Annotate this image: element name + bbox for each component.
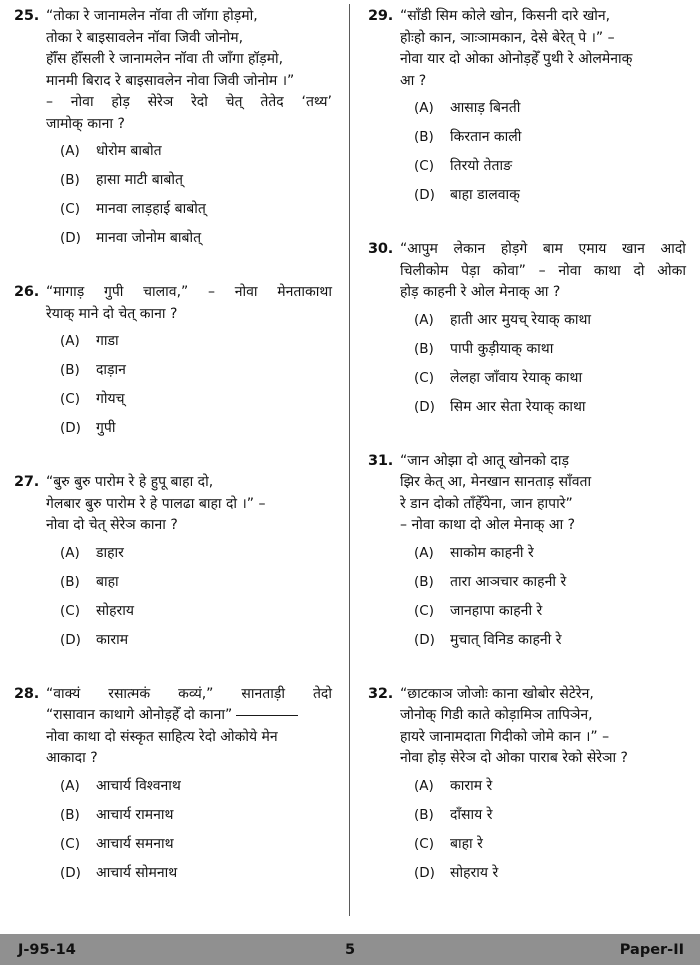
option-letter: (D)	[414, 187, 435, 203]
option-b[interactable]	[46, 170, 332, 191]
option-d[interactable]	[400, 185, 686, 206]
question-body	[400, 239, 686, 426]
option-text: हाती आर मुयच् रेयाक् काथा	[450, 311, 592, 328]
question-stem-line: नोवा यार दो ओका ओनोड़हेँ पुथी रे ओलमेनाक्	[400, 51, 633, 67]
question-stem-line: गेलबार बुरु पारोम रे हे पालढा बाहा दो ।” –	[46, 495, 266, 512]
question-body	[46, 6, 332, 257]
option-letter: (A)	[414, 100, 434, 116]
stem-word: गुपी	[103, 284, 124, 300]
stem-word: बाम	[542, 241, 563, 257]
option-text: आचार्य समनाथ	[96, 835, 174, 852]
option-letter: (B)	[414, 806, 434, 823]
option-letter: (D)	[414, 398, 435, 415]
question-stem-line: जोनोक् गिडी काते कोड़ामिञ तापिञेन,	[400, 707, 593, 723]
stem-word: सानताड़ी	[241, 685, 285, 702]
stem-word: चालाव,”	[143, 284, 189, 300]
option-letter: (B)	[60, 806, 80, 823]
question-stem-line: मानमी बिराद रे बाइसावलेन नोवा जिवी जोनोम ।”	[46, 72, 295, 89]
stem-word: काथा	[593, 262, 621, 279]
option-letter: (C)	[414, 369, 434, 386]
question-number: 30.	[368, 241, 394, 257]
option-letter: (D)	[414, 864, 435, 881]
option-b[interactable]	[46, 805, 332, 826]
option-a[interactable]	[46, 543, 332, 564]
question-stem-line: रे डान दोको ताँहेँयेना, जान हापारे”	[400, 495, 573, 512]
option-text: आचार्य रामनाथ	[96, 806, 174, 823]
question-stem-line: होड़ काहनी रे ओल मेनाक् आ ?	[400, 284, 561, 300]
question-body	[400, 6, 686, 214]
option-c[interactable]	[46, 199, 332, 220]
spacer	[368, 231, 686, 239]
question-number: 25.	[14, 8, 40, 24]
stem-word: –	[538, 262, 546, 279]
question-body	[46, 282, 332, 447]
option-a[interactable]	[46, 141, 332, 162]
option-letter: (C)	[414, 158, 434, 174]
stem-word: –	[46, 94, 53, 110]
option-letter: (D)	[414, 631, 435, 648]
spacer	[14, 676, 332, 684]
question-block	[14, 472, 332, 659]
option-text: आचार्य विश्वनाथ	[96, 777, 181, 794]
stem-word: कव्यं,”	[178, 685, 214, 702]
options-list	[400, 310, 686, 418]
question-stem-line: आ ?	[400, 72, 427, 89]
option-c[interactable]	[46, 389, 332, 410]
stem-word: सेरेञ	[147, 94, 174, 110]
stem-word: चेत्	[225, 94, 243, 110]
options-list	[400, 776, 686, 884]
question-number: 32.	[368, 685, 394, 702]
option-letter: (A)	[414, 777, 434, 794]
question-stem-line: झिर केत् आ, मेनखान सानताड़ सॉंवता	[400, 474, 592, 490]
spacer	[368, 676, 686, 684]
option-b[interactable]	[400, 127, 686, 148]
option-c[interactable]	[400, 601, 686, 622]
spacer	[14, 274, 332, 282]
option-a[interactable]	[46, 331, 332, 352]
stem-word: होड़गे	[500, 241, 528, 257]
question-stem-line: “तोका रे जानामलेन नॉवा ती जॉगा होड़मो,	[46, 8, 258, 24]
stem-word: “मागाड़	[46, 284, 85, 300]
option-b[interactable]	[46, 360, 332, 381]
question-body	[46, 472, 332, 659]
stem-word: “वाक्यं	[46, 685, 81, 702]
question-stem-line	[46, 92, 332, 114]
option-a[interactable]	[400, 776, 686, 797]
option-letter: (B)	[414, 129, 434, 145]
option-text: गुपी	[96, 420, 116, 436]
question-number: 31.	[368, 452, 394, 469]
option-text: दाँसाय रे	[450, 806, 493, 823]
option-letter: (C)	[414, 602, 434, 619]
question-number: 27.	[14, 474, 40, 490]
page-footer	[0, 934, 700, 965]
question-stem-line	[46, 282, 332, 304]
question-stem-line: आकादा ?	[46, 750, 98, 766]
question-number: 28.	[14, 685, 40, 702]
option-letter: (A)	[60, 143, 80, 159]
options-list	[400, 98, 686, 206]
question-block	[368, 6, 686, 214]
option-a[interactable]	[46, 776, 332, 797]
question-stem-line: नोवा होड़ सेरेञ दो ओका पाराब रेको सेरेञा ?	[400, 750, 628, 766]
option-a[interactable]	[400, 98, 686, 119]
question-block	[368, 239, 686, 426]
question-body	[46, 684, 332, 892]
paper-code: J-95-14	[18, 941, 76, 958]
option-d[interactable]	[400, 397, 686, 418]
option-d[interactable]	[400, 630, 686, 651]
stem-word: ओका	[657, 262, 686, 279]
option-letter: (D)	[60, 631, 81, 648]
option-text: काराम	[96, 631, 129, 648]
option-text: गोयच्	[96, 391, 125, 407]
option-b[interactable]	[400, 805, 686, 826]
option-letter: (C)	[60, 201, 80, 217]
option-text: साकोम काहनी रे	[450, 544, 534, 561]
question-number: 26.	[14, 284, 40, 300]
option-c[interactable]	[400, 368, 686, 389]
option-d[interactable]	[46, 228, 332, 249]
option-text: जानहापा काहनी रे	[450, 602, 543, 619]
option-text: बाहा	[96, 573, 119, 590]
option-text: मानवा लाड़हाई बाबोत्	[96, 201, 206, 217]
option-text: लेलहा जॉंवाय रेयाक् काथा	[450, 369, 583, 386]
options-list	[46, 331, 332, 439]
question-body	[400, 684, 686, 892]
option-text: मानवा जोनोम बाबोत्	[96, 230, 202, 246]
question-columns	[0, 6, 700, 924]
stem-word: दो	[633, 262, 645, 279]
question-stem-line: तोका रे बाइसावलेन नॉवा जिवी जोनोम,	[46, 29, 244, 46]
option-b[interactable]	[46, 572, 332, 593]
option-letter: (B)	[414, 573, 434, 590]
page-number: 5	[344, 941, 356, 958]
stem-word: तेदो	[312, 685, 332, 702]
question-stem-line-with-blank	[46, 705, 332, 727]
option-letter: (A)	[414, 311, 434, 328]
option-text: गाडा	[96, 333, 119, 349]
stem-word: रसात्मकं	[108, 685, 151, 702]
option-letter: (C)	[414, 835, 434, 852]
option-letter: (C)	[60, 835, 80, 852]
option-letter: (D)	[60, 420, 81, 436]
option-d[interactable]	[400, 863, 686, 884]
option-letter: (B)	[60, 573, 80, 590]
option-letter: (D)	[60, 864, 81, 881]
question-stem-line: “छाटकाञ जोजोः काना खोबोर सेटेरेन,	[400, 685, 594, 702]
stem-word: नोवा	[558, 262, 582, 279]
stem-word: होड़	[111, 94, 130, 110]
stem-word: एमाय	[578, 241, 607, 257]
option-c[interactable]	[400, 156, 686, 177]
options-list	[46, 776, 332, 884]
stem-word: चिलीकोम	[400, 262, 449, 279]
question-stem-line: “बुरु बुरु पारोम रे हे हुपू बाहा दो,	[46, 474, 214, 490]
stem-word: तेतेद	[260, 94, 284, 110]
stem-word: कोवा”	[492, 262, 526, 279]
stem-word: आदो	[660, 241, 686, 257]
question-block	[14, 282, 332, 447]
options-list	[46, 141, 332, 249]
option-d[interactable]	[46, 418, 332, 439]
stem-word: रेदो	[191, 94, 208, 110]
stem-word: पेड़ा	[461, 262, 481, 279]
question-stem-line: नोवा दो चेत् सेरेञ काना ?	[46, 517, 178, 533]
question-stem-line	[46, 684, 332, 706]
question-stem-line	[400, 239, 686, 261]
option-text: सोहराय	[96, 602, 134, 619]
question-body	[400, 451, 686, 659]
stem-word: “आपुम	[400, 241, 438, 257]
question-stem-line: “साँडी सिम कोले खोन, किसनी दारे खोन,	[400, 8, 611, 24]
option-letter: (A)	[60, 544, 80, 561]
option-c[interactable]	[400, 834, 686, 855]
option-c[interactable]	[46, 601, 332, 622]
option-b[interactable]	[400, 339, 686, 360]
option-letter: (C)	[60, 602, 80, 619]
option-letter: (C)	[60, 391, 80, 407]
option-text: आसाड़ बिनती	[450, 100, 521, 116]
spacer	[14, 464, 332, 472]
option-b[interactable]	[400, 572, 686, 593]
question-number: 29.	[368, 8, 394, 24]
option-text: सिम आर सेता रेयाक् काथा	[450, 398, 586, 415]
option-text: डाहार	[96, 544, 124, 561]
option-text: धोरोम बाबोत	[96, 143, 162, 159]
option-text: बाहा डालवाक्	[450, 187, 520, 203]
option-text: दाड़ान	[96, 362, 126, 378]
option-letter: (B)	[60, 362, 80, 378]
option-letter: (B)	[414, 340, 434, 357]
question-stem-line: – नोवा काथा दो ओल मेनाक् आ ?	[400, 517, 576, 533]
question-stem-line: रेयाक् माने दो चेत् काना ?	[46, 305, 178, 322]
stem-word: ‘तथ्य’	[301, 94, 332, 110]
option-text: तिरयो तेताङ	[450, 158, 513, 174]
option-text: काराम रे	[450, 777, 493, 794]
question-stem-line: हायरे जानामदाता गिदीको जोमे कान ।” –	[400, 728, 610, 745]
option-text: पापी कुड़ीयाक् काथा	[450, 340, 554, 357]
question-block	[14, 6, 332, 257]
option-text: आचार्य सोमनाथ	[96, 864, 178, 881]
option-letter: (B)	[60, 172, 80, 188]
question-stem-line: हॉँस हॉँसली रे जानामलेन नॉवा ती जॉंगा हॉड़मो,	[46, 51, 284, 67]
option-text: सोहराय रे	[450, 864, 499, 881]
stem-word: लेकान	[453, 241, 486, 257]
question-stem-line: होःहो कान, ञाःञामकान, देसे बेरेत् पे ।” –	[400, 29, 615, 46]
question-block	[368, 684, 686, 892]
option-text: बाहा रे	[450, 835, 483, 852]
option-d[interactable]	[46, 863, 332, 884]
option-text: मुचात् विनिड काहनी रे	[450, 631, 562, 648]
option-d[interactable]	[46, 630, 332, 651]
option-letter: (A)	[414, 544, 434, 561]
stem-quote: “रासावान काथागे ओनोड़हेँ दो काना”	[46, 707, 233, 723]
options-list	[46, 543, 332, 651]
option-letter: (A)	[60, 777, 80, 794]
question-block	[14, 684, 332, 892]
option-letter: (A)	[60, 333, 80, 349]
stem-word: खान	[622, 241, 645, 257]
left-column	[0, 6, 350, 924]
option-text: तारा आञचार काहनी रे	[450, 573, 567, 590]
question-stem-line: “जान ओझा दो आतू खोनको दाड़	[400, 452, 569, 469]
question-stem-line: नोवा काथा दो संस्कृत साहित्य रेदो ओकोये मेन	[46, 728, 278, 745]
option-text: हासा माटी बाबोत्	[96, 172, 183, 188]
option-text: किरतान काली	[450, 129, 522, 145]
stem-word: मेनताकाथा	[277, 284, 332, 300]
fill-in-blank	[236, 715, 298, 716]
option-c[interactable]	[46, 834, 332, 855]
option-a[interactable]	[400, 543, 686, 564]
stem-word: –	[208, 284, 215, 300]
option-letter: (D)	[60, 230, 81, 246]
options-list	[400, 543, 686, 651]
question-stem-line	[400, 261, 686, 283]
spacer	[368, 443, 686, 451]
question-stem-line: जामोक् काना ?	[46, 115, 125, 132]
option-a[interactable]	[400, 310, 686, 331]
right-column	[350, 6, 700, 924]
stem-word: नोवा	[70, 94, 94, 110]
stem-word: नोवा	[234, 284, 258, 300]
question-block	[368, 451, 686, 659]
paper-label: Paper-II	[619, 941, 684, 958]
